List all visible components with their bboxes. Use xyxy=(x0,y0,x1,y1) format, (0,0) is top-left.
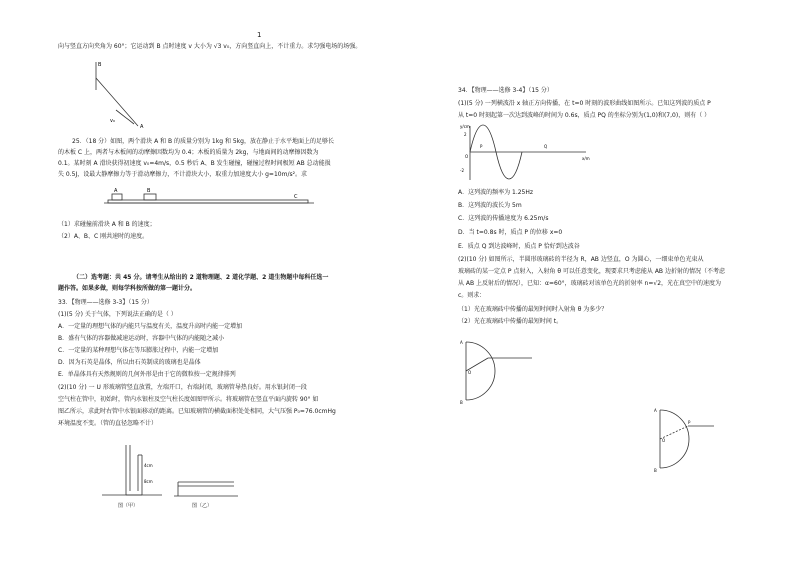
q34-wave-x-label: x/m xyxy=(582,156,590,161)
q34-fig2-p: P xyxy=(688,420,691,425)
q34-part2-line3: 从 AB 上反射后的情况），已知：α=60°，玻璃砖对该单色光的折射率 n=√2，光在真空中的速度为 xyxy=(458,280,722,287)
q34-semicircle-figure-2 xyxy=(652,404,722,474)
q33-option-c: C．一定量的某种理想气体在等压膨胀过程中，内能一定增加 xyxy=(58,347,219,354)
q24-top-line: 向与竖直方向夹角为 60°；它运动到 B 点时速度 v 大小为 √3 v₀，方向竖直向上，不计重力。求匀强电场的场强。 xyxy=(58,43,362,50)
q34-fig2-o: O xyxy=(662,438,666,443)
q33-figure-jia xyxy=(102,437,172,507)
q24-label-v0: v₀ xyxy=(110,118,115,124)
q25-sub1: （1）求碰撞前滑块 A 和 B 的速度； xyxy=(58,221,156,228)
q34-fig2-a: A xyxy=(654,408,657,413)
q34-wave-p: P xyxy=(480,144,483,149)
q34-part2-line4: c。则求： xyxy=(458,292,486,299)
q34-wave-origin: O xyxy=(465,154,469,159)
q25-label-c: C xyxy=(294,194,298,200)
q25-label-b: B xyxy=(147,188,151,194)
q33-part2-line2: 空气柱在管中，初始时，管内水银柱及空气柱长度如图甲所示。将玻璃管在竖直平面内旋转 90° 如 xyxy=(58,396,319,403)
q34-part2-line1: (2)(10 分) 如图所示，半圆形玻璃砖的半径为 R，AB 边竖直，O 为圆心，一细束单色光束从 xyxy=(458,256,704,263)
q34-wave-figure xyxy=(458,122,598,184)
q34-option-b: B．这列波的波长为 5m xyxy=(458,202,522,209)
q33-option-d: D．因为石英是晶体，所以由石英制成的玻璃也是晶体 xyxy=(58,359,201,366)
q34-wave-tick-2: 2 xyxy=(464,132,467,137)
section2-line1: （二）选考题：共 45 分。请考生从给出的 2 道物理题、2 道化学题、2 道生物题中每科任选一 xyxy=(73,274,329,281)
q34-part2-sub1: （1）光在玻璃砖中传播的最短时间时入射角 θ 为多少？ xyxy=(458,306,608,313)
q24-label-a: A xyxy=(140,124,144,130)
q24-velocity-a-arrow xyxy=(116,110,134,124)
q34-option-e: E．质点 Q 到达波峰时，质点 P 恰好到达波谷 xyxy=(458,243,580,250)
q25-label-a: A xyxy=(114,188,118,194)
q33-part2-line1: (2)(10 分) 一 U 形玻璃管竖直放置，左端开口，右端封闭，玻璃管导热良好。用水银封闭一段 xyxy=(58,384,307,391)
q25-figure xyxy=(104,184,324,214)
q34-option-a: A．这列波的频率为 1.25Hz xyxy=(458,189,534,196)
q34-fig2-b: B xyxy=(654,468,657,473)
q34-title: 34．【物理——选修 3-4】（15 分） xyxy=(458,87,553,94)
q25-line3: 0.1。某时刻 A 滑块获得初速度 v₀=4m/s，0.5 秒后 A、B 发生碰撞，碰撞过程时间极短 AB 总动能损 xyxy=(58,160,331,167)
q33-option-a: A．一定量的理想气体的内能只与温度有关，温度升高时内能一定增加 xyxy=(58,323,243,330)
q34-wave-tick-neg2: -2 xyxy=(460,168,464,173)
q33-option-e: E．单晶体具有天然规则的几何外形是由于它的微粒按一定规律排列 xyxy=(58,371,236,378)
q33-label-8cm: 8cm xyxy=(144,479,153,484)
q34-wave-y-label: y/cm xyxy=(460,124,470,129)
q25-board-c xyxy=(108,200,308,203)
q33-part1: (1)(5 分) 关于气体，下列说法正确的是（ ） xyxy=(58,311,177,318)
q33-part2-line3: 图乙所示，求此时右管中水银面移动的距离。已知玻璃管的横截面积处处相同，大气压强 P₀=76.0cmHg xyxy=(58,408,336,415)
q24-trajectory-line xyxy=(96,78,138,126)
q25-line4: 失 0.5J，设最大静摩擦力等于滑动摩擦力，不计滑块大小，取重力加速度大小 g=10m/s²。求 xyxy=(58,171,307,178)
q25-line2: 的木板 C 上，两者与木板间的动摩擦因数均为 0.4；木板的质量为 2kg，与地面间的动摩擦因数为 xyxy=(58,149,319,156)
page-number: 1 xyxy=(257,31,262,39)
q24-label-b: B xyxy=(98,62,102,68)
fig-jia-caption: 图（甲） xyxy=(118,503,139,509)
q34-fig1-o: O xyxy=(468,370,472,375)
q33-option-b: B．盛有气体的容器做减速运动时，容器中气体的内能随之减小 xyxy=(58,335,225,342)
q33-part2-line4: 环境温度不变。（管的直径忽略不计） xyxy=(58,420,158,427)
q34-part1-line2: 从 t=0 时刻起第一次达到波峰的时间为 0.6s，质点 PQ 的坐标分别为(1,0)和(7,0)，则有（ ） xyxy=(458,112,711,119)
section2-line2: 题作答。如果多做，则每学科按所做的第一题计分。 xyxy=(58,285,197,292)
q25-block-a xyxy=(112,194,122,200)
q25-sub2: （2）A、B、C 刚共速时的速度。 xyxy=(58,233,149,240)
q34-fig1-b: B xyxy=(460,400,463,405)
q34-wave-q: Q xyxy=(544,144,548,149)
q34-part1-line1: (1)(5 分) 一列横波沿 x 轴正方向传播，在 t=0 时刻的波形曲线如图所示。已知这列波的质点 P xyxy=(458,100,711,107)
q25-block-b xyxy=(144,194,156,200)
q33-label-4cm: 4cm xyxy=(144,463,153,468)
q34-option-d: D．当 t=0.8s 时，质点 P 的位移 x=0 xyxy=(458,229,563,236)
q33-title: 33．【物理——选修 3-3】（15 分） xyxy=(58,299,153,306)
q34-part2-sub2: （2）光在玻璃砖中传播的最短时间 t。 xyxy=(458,318,563,325)
q34-fig1-a: A xyxy=(460,340,463,345)
q34-part2-line2: 玻璃砖的某一定点 P 点射入，入射角 θ 可以任意变化，现要求只考虑能从 AB 边折射的情况（不考虑 xyxy=(458,268,725,275)
fig-yi-caption: 图（乙） xyxy=(192,503,213,509)
q34-semicircle-figure-1 xyxy=(458,338,548,408)
q24-figure xyxy=(86,58,156,138)
q25-title: 25．（18 分）如图，两个滑块 A 和 B 的质量分别为 1kg 和 5kg，放在静止于水平地面上的足够长 xyxy=(72,138,334,145)
q34-option-c: C．这列波的传播速度为 6.25m/s xyxy=(458,215,549,222)
